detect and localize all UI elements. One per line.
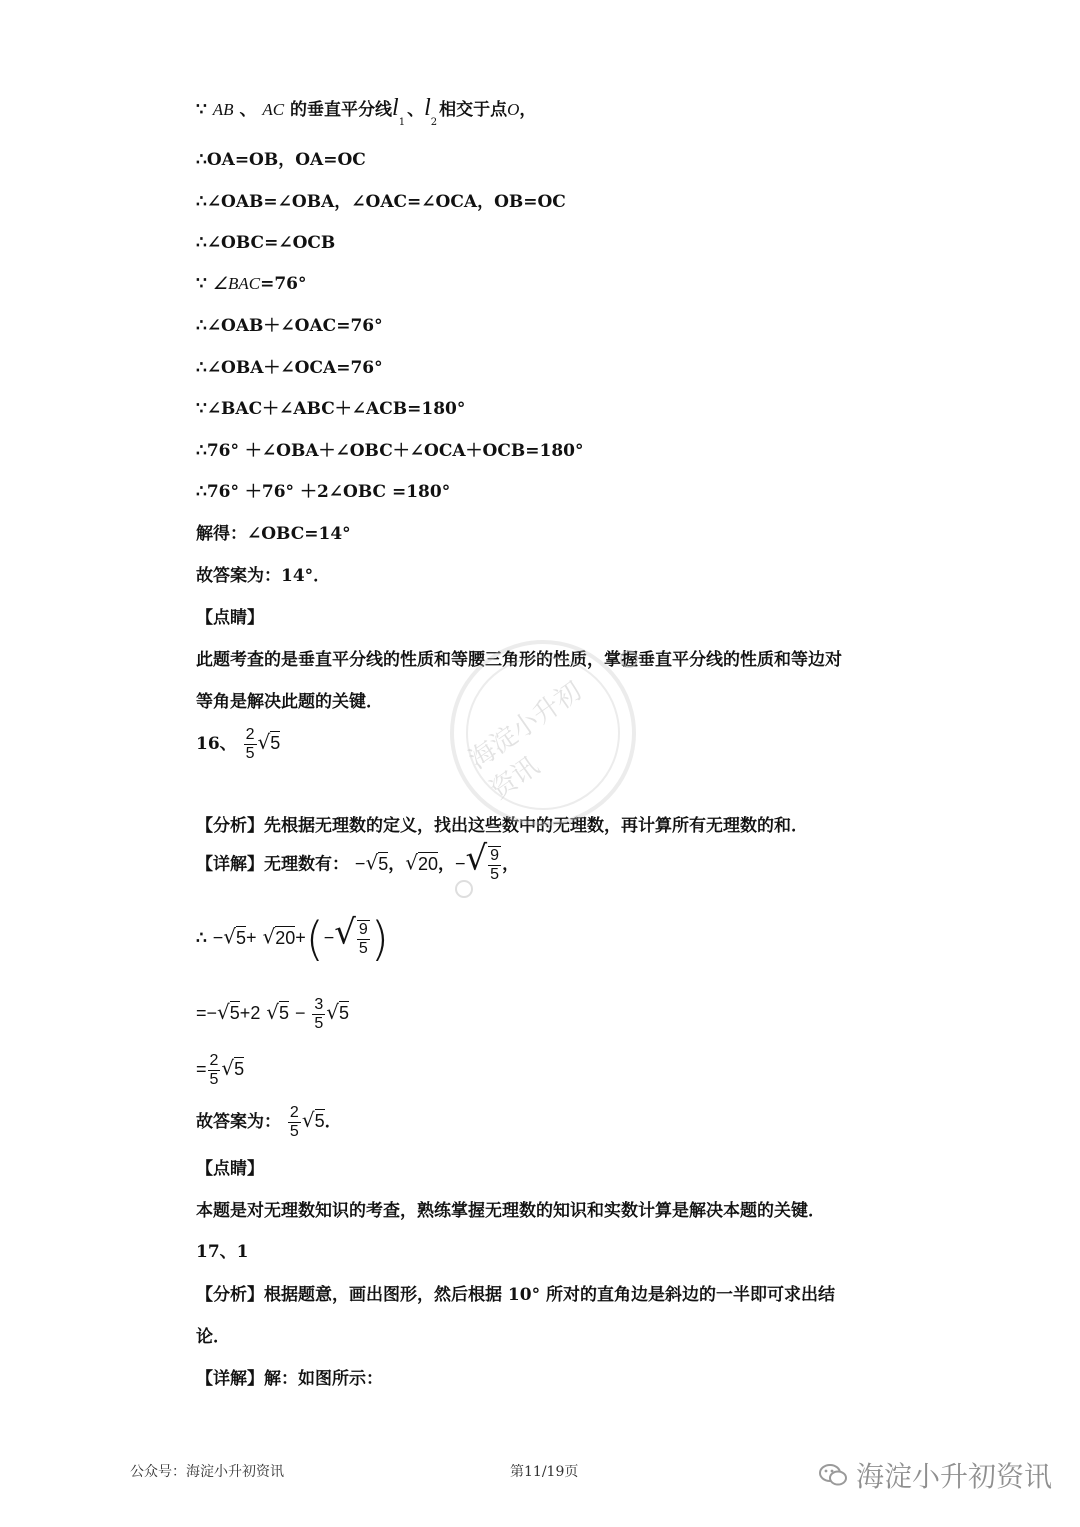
radicand-5: 5	[234, 1059, 245, 1079]
footer-account: 公众号：海淀小升初资讯	[130, 1464, 284, 1480]
equals-sign: =	[196, 1003, 207, 1023]
answer-prefix: 故答案为：	[196, 1112, 281, 1132]
q16-point-text: 本题是对无理数知识的考查，熟练掌握无理数的知识和实数计算是解决本题的关键．	[196, 1201, 825, 1221]
sqrt-icon: √	[301, 1108, 315, 1132]
left-paren: (	[305, 912, 324, 966]
sqrt-icon: √	[405, 850, 418, 875]
segment-ab: AB	[212, 100, 234, 119]
line-simplified-sum: ∴76° ＋76° ＋2∠OBC =180°	[196, 482, 451, 502]
fraction-2-5	[244, 726, 257, 763]
numerator: 9	[490, 847, 500, 864]
separator-2: 、	[407, 100, 425, 120]
footer-page-number: 第11/19页	[510, 1464, 579, 1480]
minus-sign: −	[354, 853, 366, 874]
line-obc-ocb: ∴∠OBC=∠OCB	[196, 233, 336, 253]
point-text-2: 等角是解决此题的关键．	[196, 692, 383, 712]
line-oa-eq: ∴OA=OB，OA=OC	[196, 150, 366, 170]
sqrt-icon: √	[217, 1000, 230, 1024]
q16-answer-final	[196, 1104, 342, 1141]
period: ．	[324, 1112, 342, 1132]
fraction-9-5	[357, 920, 370, 958]
q17-label: 17、1	[196, 1242, 249, 1262]
comma: ，	[388, 854, 406, 875]
radicand-5: 5	[236, 927, 247, 948]
q16-label: 16、	[196, 734, 237, 754]
equals-sign: =	[196, 1059, 207, 1079]
q16-analysis: 【分析】先根据无理数的定义，找出这些数中的无理数，再计算所有无理数的和．	[196, 816, 808, 836]
separator: 、	[239, 100, 257, 120]
detail-prefix: 【详解】无理数有：	[196, 854, 349, 875]
angle-value: =76°	[260, 274, 307, 294]
radicand-20: 20	[417, 853, 438, 874]
minus-sign: −	[323, 927, 335, 948]
sqrt-icon: √	[326, 1000, 340, 1024]
plus-sign: +	[295, 927, 306, 948]
minus-sign: −	[206, 1003, 218, 1023]
q16-detail-line	[196, 838, 520, 884]
radicand-5: 5	[378, 853, 389, 874]
plus-sign: +	[246, 927, 257, 948]
line-triangle-sum: ∵∠BAC＋∠ABC＋∠ACB=180°	[196, 399, 466, 419]
fraction-9-5	[488, 846, 501, 884]
line-answer: 故答案为：14°．	[196, 566, 331, 586]
sqrt-icon: √	[221, 1056, 235, 1080]
sqrt-icon: √	[223, 924, 237, 949]
q17-analysis-2: 论．	[196, 1327, 230, 1347]
radicand-5: 5	[229, 1003, 240, 1023]
sqrt-icon: √	[365, 850, 379, 875]
point-text-1: 此题考查的是垂直平分线的性质和等腰三角形的性质，掌握垂直平分线的性质和等边对	[196, 650, 842, 670]
denominator: 5	[209, 1071, 219, 1088]
subscript-2: 2	[430, 117, 438, 128]
coefficient-2: 2	[250, 1003, 261, 1023]
wechat-brand-text: 海淀小升初资讯	[856, 1460, 1053, 1493]
numerator: 2	[245, 726, 255, 743]
radicand-5: 5	[279, 1003, 290, 1023]
bisector-text: 的垂直平分线	[290, 100, 393, 120]
line-l1: l	[392, 95, 399, 121]
q16-step2	[196, 1052, 244, 1089]
radicand-5: 5	[339, 1003, 350, 1023]
numerator: 3	[314, 996, 324, 1013]
comma: ，	[437, 854, 455, 875]
stamp-dot-icon	[455, 880, 473, 898]
denominator: 5	[314, 1015, 324, 1032]
denominator: 5	[490, 866, 500, 883]
numerator: 2	[209, 1052, 219, 1069]
q16-step1	[196, 996, 349, 1033]
line-bac-76	[196, 272, 307, 296]
q16-point-title: 【点睛】	[196, 1159, 264, 1179]
plus-sign: +	[239, 1003, 251, 1023]
radicand: 5	[270, 733, 281, 753]
point-o: O	[507, 100, 520, 119]
numerator: 2	[289, 1104, 299, 1121]
because-symbol: ∵	[196, 274, 207, 294]
radicand-20: 20	[275, 927, 296, 948]
fraction-2-5	[288, 1104, 301, 1141]
line-sum-oba-oca: ∴∠OBA＋∠OCA=76°	[196, 358, 383, 378]
line-perpendicular-bisectors	[196, 96, 536, 135]
denominator: 5	[245, 745, 255, 762]
sqrt-icon: √	[257, 730, 271, 754]
fraction-3-5	[312, 996, 325, 1033]
right-paren: )	[370, 912, 389, 966]
section-point-title: 【点睛】	[196, 608, 264, 628]
minus-sign: −	[212, 927, 224, 948]
sqrt-icon: √	[262, 924, 276, 949]
minus-sign: −	[294, 1003, 306, 1023]
fraction-2-5	[208, 1052, 221, 1089]
q17-analysis-1: 【分析】根据题意，画出图形，然后根据 10° 所对的直角边是斜边的一半即可求出结	[196, 1285, 835, 1305]
stamp-dot-icon	[620, 650, 638, 668]
wechat-icon	[818, 1462, 848, 1488]
denominator: 5	[358, 940, 368, 957]
line-angle-eq: ∴∠OAB=∠OBA，∠OAC=∠OCA，OB=OC	[196, 192, 566, 212]
watermark-stamp-text: 海淀小升初资讯	[436, 626, 650, 840]
line-sum-oab-oac: ∴∠OAB＋∠OAC=76°	[196, 316, 383, 336]
numerator: 9	[358, 921, 368, 938]
sqrt-icon: √	[334, 912, 356, 953]
line-l2: l	[424, 95, 431, 121]
line-solution: 解得：∠OBC=14°	[196, 524, 351, 544]
sqrt-icon: √	[266, 1000, 279, 1024]
radicand-5: 5	[314, 1111, 325, 1131]
line-expanded-sum: ∴76° ＋∠OBA＋∠OBC＋∠OCA＋OCB=180°	[196, 441, 584, 461]
q17-detail: 【详解】解：如图所示：	[196, 1369, 383, 1389]
therefore-symbol: ∴	[196, 928, 207, 949]
sqrt-icon: √	[465, 838, 488, 879]
wechat-watermark	[818, 1455, 1052, 1495]
segment-ac: AC	[262, 100, 285, 119]
minus-sign: −	[454, 853, 466, 874]
denominator: 5	[289, 1123, 299, 1140]
because-symbol: ∵	[196, 100, 207, 120]
q16-answer-line	[196, 726, 280, 763]
angle-bac: ∠BAC	[212, 274, 261, 293]
comma: ，	[502, 854, 520, 875]
comma: ，	[519, 100, 537, 120]
q16-sum-expression	[196, 912, 389, 966]
intersect-text: 相交于点	[439, 100, 508, 120]
subscript-1: 1	[398, 117, 406, 128]
